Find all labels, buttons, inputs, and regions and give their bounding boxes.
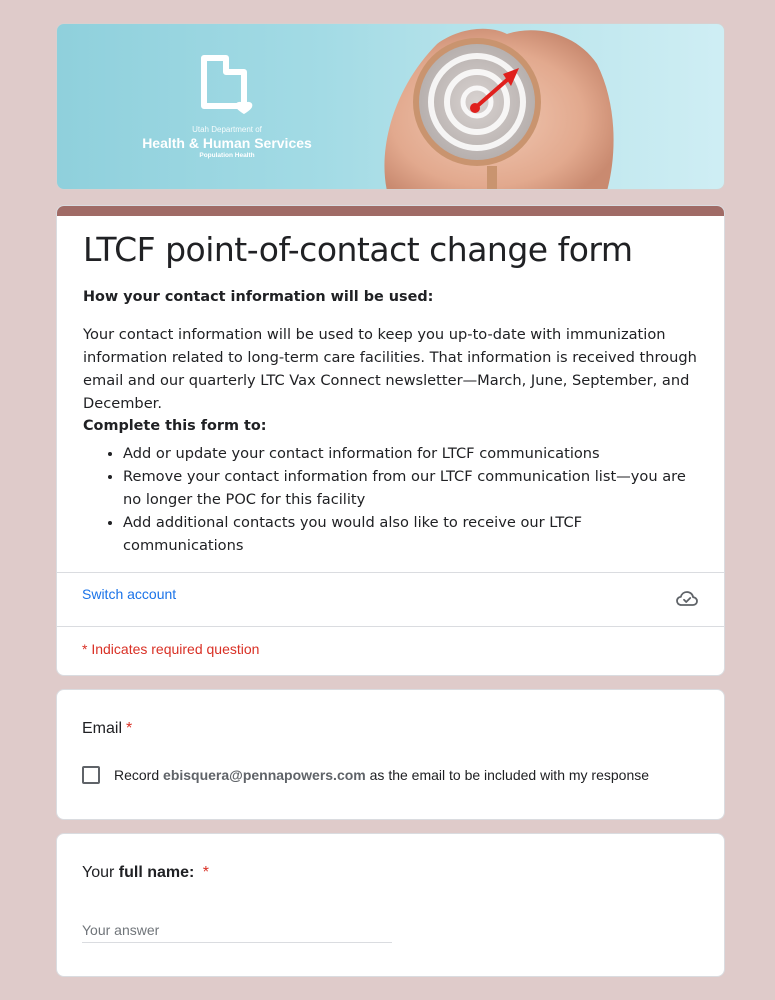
- header-banner: [56, 23, 725, 190]
- question-card-email: [56, 689, 725, 820]
- required-note: * Indicates required question: [82, 641, 260, 657]
- email-address: ebisquera@pennapowers.com: [163, 767, 366, 783]
- label-prefix: Record: [114, 767, 164, 783]
- org-line-2: Health & Human Services: [142, 135, 312, 151]
- question-label: [82, 720, 132, 738]
- cloud-check-icon: [675, 586, 699, 610]
- purpose-item: • Add additional contacts you would also like to receive our LTCF communications: [123, 511, 703, 557]
- utah-state-icon: [200, 54, 254, 116]
- question-title-prefix: Your: [82, 864, 119, 881]
- purpose-item: • Add or update your contact information for LTCF communications: [123, 442, 703, 465]
- dhhs-logo: [142, 54, 312, 160]
- form-description: [83, 286, 703, 557]
- org-line-1: Utah Department of: [192, 125, 262, 134]
- complete-heading: Complete this form to:: [83, 418, 267, 434]
- purpose-item: • Remove your contact information from our LTCF communication list—you are no longer the POC for this facility: [123, 465, 703, 511]
- question-title-bold: full name:: [118, 864, 195, 881]
- question-card-full-name: [56, 833, 725, 977]
- usage-heading: How your contact information will be used:: [83, 289, 434, 305]
- form-header-card: [56, 205, 725, 676]
- required-star: *: [126, 720, 133, 737]
- switch-account-link[interactable]: Switch account: [82, 586, 177, 602]
- form-title: LTCF point-of-contact change form: [83, 230, 633, 269]
- label-suffix: as the email to be included with my response: [365, 767, 650, 783]
- divider: [57, 572, 724, 573]
- required-star: *: [202, 864, 210, 881]
- question-label: [82, 864, 209, 882]
- record-email-label[interactable]: [114, 767, 649, 783]
- banner-photo: [377, 24, 707, 190]
- purpose-list: [83, 442, 703, 557]
- record-email-option[interactable]: [82, 766, 649, 784]
- usage-text: Your contact information will be used to keep you up-to-date with immunization information related to long-term care facilities. That information is received through email and our quarterly LTC Vax Connect newsletter—March, June, September, and December.: [83, 326, 697, 412]
- full-name-input[interactable]: [82, 918, 392, 943]
- question-title: Email: [82, 720, 123, 737]
- record-email-checkbox[interactable]: [82, 766, 100, 784]
- accent-bar: [57, 206, 724, 216]
- org-line-3: Population Health: [199, 152, 255, 159]
- divider: [57, 626, 724, 627]
